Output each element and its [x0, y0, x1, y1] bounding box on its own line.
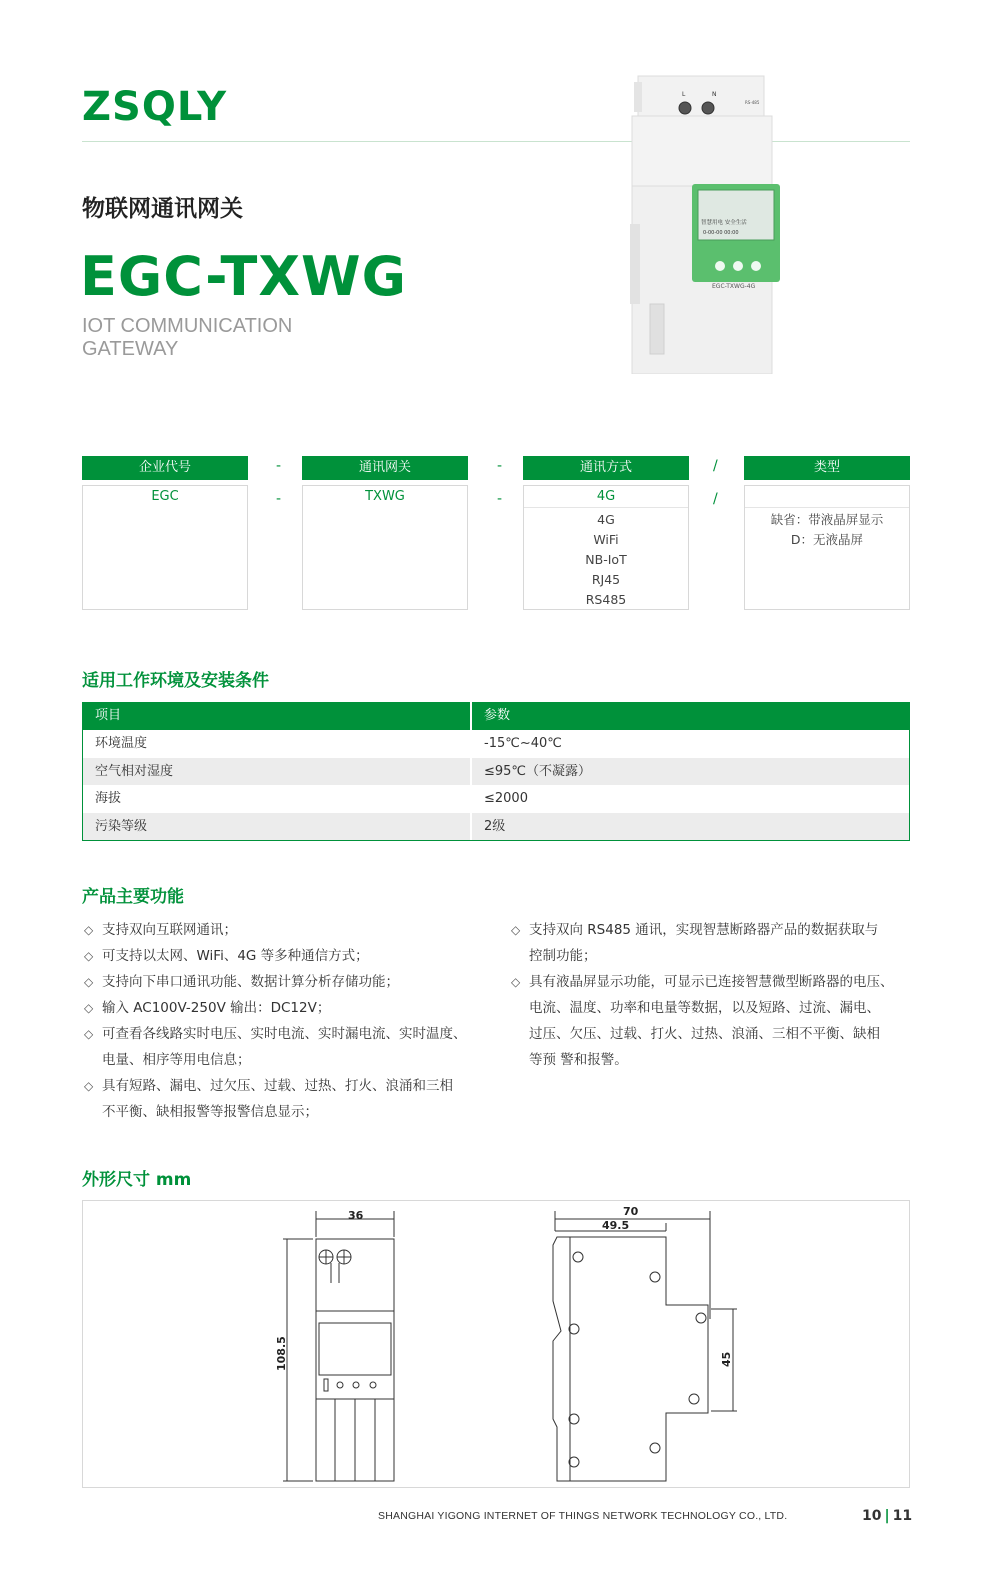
- port-label: RS-485: [745, 100, 760, 105]
- env-cell-item: 海拔: [83, 785, 472, 813]
- dim-front-height: 108.5: [275, 1336, 288, 1371]
- features-section-title: 产品主要功能: [82, 887, 184, 907]
- naming-option: RS485: [585, 592, 627, 607]
- diamond-bullet-icon: ◇: [84, 923, 94, 937]
- product-photo: [630, 74, 782, 374]
- list-item: ◇ 支持双向互联网通讯；: [84, 917, 494, 943]
- terminal-l-label: L: [682, 91, 686, 98]
- dim-front-width: 36: [348, 1209, 364, 1222]
- naming-column-comm: [523, 456, 689, 610]
- naming-value: TXWG: [365, 489, 405, 504]
- naming-option: D：无液晶屏: [790, 532, 864, 547]
- product-model: EGC-TXWG: [80, 245, 407, 308]
- dim-side-inner: 49.5: [602, 1219, 630, 1232]
- naming-separator: /: [713, 458, 718, 474]
- naming-separator: -: [276, 458, 282, 474]
- naming-body: [744, 485, 910, 610]
- naming-option: WiFi: [593, 532, 619, 547]
- naming-value: EGC: [151, 489, 179, 504]
- naming-option: 缺省：带液晶屏显示: [770, 512, 884, 527]
- list-item: ◇ 支持向下串口通讯功能、数据计算分析存储功能；: [84, 969, 494, 995]
- diamond-bullet-icon: ◇: [84, 1001, 94, 1015]
- env-cell-param: ≤2000: [484, 791, 528, 806]
- diamond-bullet-icon: ◇: [84, 1027, 94, 1041]
- naming-column-company: [82, 456, 248, 610]
- naming-option: 4G: [597, 512, 615, 527]
- env-cell-param: -15℃~40℃: [484, 736, 562, 751]
- terminal-n-label: N: [712, 91, 717, 98]
- diamond-bullet-icon: ◇: [511, 923, 521, 937]
- table-row: [83, 785, 909, 813]
- naming-header: 通讯网关: [302, 456, 468, 480]
- product-model-label: EGC-TXWG-4G: [712, 283, 756, 290]
- list-item: ◇ 可查看各线路实时电压、实时电流、实时漏电流、实时温度、 电量、相序等用电信息；: [84, 1021, 494, 1073]
- list-item: ◇ 输入 AC100V-250V 输出：DC12V；: [84, 995, 494, 1021]
- naming-body: [302, 485, 468, 610]
- dimension-drawing: [83, 1201, 909, 1487]
- naming-separator: -: [497, 491, 503, 507]
- naming-column-type: [744, 456, 910, 610]
- header-divider: [82, 141, 910, 142]
- env-cell-param: 2级: [484, 818, 506, 834]
- naming-separator: /: [713, 491, 718, 507]
- naming-option: NB-IoT: [585, 552, 627, 567]
- naming-header: 企业代号: [82, 456, 248, 480]
- diamond-bullet-icon: ◇: [511, 975, 521, 989]
- naming-value: [745, 486, 909, 508]
- page-numbers: [862, 1508, 912, 1524]
- env-table: [82, 702, 910, 841]
- title-en-line2: GATEWAY: [82, 338, 179, 360]
- footer-company: SHANGHAI YIGONG INTERNET OF THINGS NETWORK TECHNOLOGY CO., LTD.: [378, 1510, 788, 1522]
- page-divider: |: [884, 1508, 890, 1524]
- naming-body: [523, 485, 689, 610]
- list-item: ◇ 具有短路、漏电、过欠压、过载、过热、打火、浪涌和三相 不平衡、缺相报警等报警信息显示；: [84, 1073, 494, 1125]
- dim-side-width: 70: [623, 1205, 639, 1218]
- naming-header: 类型: [744, 456, 910, 480]
- table-row: [83, 758, 909, 786]
- env-header-item: 项目: [83, 702, 472, 730]
- list-item: ◇ 支持双向 RS485 通讯，实现智慧断路器产品的数据获取与 控制功能；: [511, 917, 911, 969]
- env-table-header: [83, 702, 909, 730]
- features-left-list: [84, 917, 494, 1125]
- naming-separator: -: [497, 458, 503, 474]
- title-en-line1: IOT COMMUNICATION: [82, 315, 293, 337]
- screen-text-2: 0-00-00 00:00: [703, 230, 739, 236]
- naming-column-gateway: [302, 456, 468, 610]
- page-title-cn: 物联网通讯网关: [82, 196, 243, 222]
- naming-body: [82, 485, 248, 610]
- env-header-param: 参数: [484, 708, 511, 723]
- list-item: ◇ 具有液晶屏显示功能，可显示已连接智慧微型断路器的电压、 电流、温度、功率和电量等数据，以及短路、过流、漏电、 过压、欠压、过载、打火、过热、浪涌、三相不平衡、缺相 等预 警和报警。: [511, 969, 911, 1073]
- screen-text-1: 智慧用电 安全生活: [701, 220, 747, 226]
- env-cell-item: 污染等级: [83, 813, 472, 841]
- page-number-left: 10: [862, 1508, 882, 1524]
- table-row: [83, 730, 909, 758]
- diamond-bullet-icon: ◇: [84, 949, 94, 963]
- naming-value: 4G: [524, 486, 688, 508]
- dimensions-section-title: 外形尺寸 mm: [82, 1170, 192, 1190]
- naming-separator: -: [276, 491, 282, 507]
- env-cell-param: ≤95℃（不凝露）: [484, 763, 592, 779]
- page-title-en: [82, 315, 292, 361]
- env-cell-item: 空气相对湿度: [83, 758, 472, 786]
- naming-header: 通讯方式: [523, 456, 689, 480]
- table-row: [83, 813, 909, 841]
- diamond-bullet-icon: ◇: [84, 1079, 94, 1093]
- diamond-bullet-icon: ◇: [84, 975, 94, 989]
- list-item: ◇ 可支持以太网、WiFi、4G 等多种通信方式；: [84, 943, 494, 969]
- naming-option: RJ45: [591, 572, 621, 587]
- features-right-list: [511, 917, 911, 1073]
- dim-side-height: 45: [720, 1351, 733, 1367]
- dimension-drawing-box: [82, 1200, 910, 1488]
- brand-logo: ZSQLY: [82, 84, 228, 130]
- page-number-right: 11: [892, 1508, 913, 1524]
- env-cell-item: 环境温度: [83, 730, 472, 758]
- env-section-title: 适用工作环境及安装条件: [82, 671, 269, 691]
